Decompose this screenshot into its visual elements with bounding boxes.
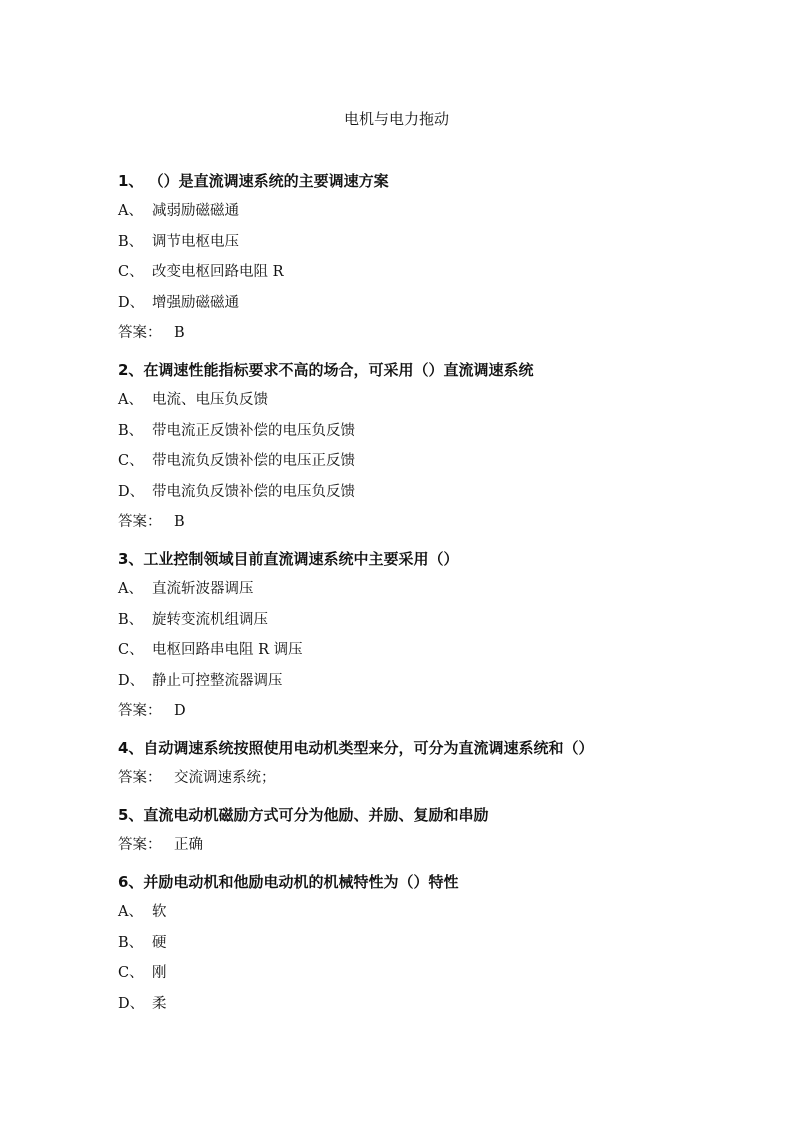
question-spacer <box>118 1019 718 1026</box>
option-letter: C、 <box>118 965 144 981</box>
question-title: 4、自动调速系统按照使用电动机类型来分，可分为直流调速系统和（） <box>118 739 594 757</box>
answer-line <box>118 696 718 727</box>
option-letter: A、 <box>118 904 143 920</box>
answer-option <box>118 928 718 959</box>
answer-option <box>118 446 718 477</box>
option-text: 直流斩波器调压 <box>152 581 254 597</box>
answer-option <box>118 574 718 605</box>
answer-option <box>118 635 718 666</box>
answer-option <box>118 666 718 697</box>
option-text: 电枢回路串电阻 R 调压 <box>152 642 303 658</box>
option-letter: B、 <box>118 422 144 439</box>
question-block <box>118 800 718 867</box>
answer-label: 答案： <box>118 837 162 853</box>
option-text: 柔 <box>152 995 167 1012</box>
question-title: 3、工业控制领域目前直流调速系统中主要采用（） <box>118 550 459 568</box>
option-letter: A、 <box>118 392 143 408</box>
answer-option <box>118 257 718 288</box>
option-letter: C、 <box>118 264 144 280</box>
option-letter: B、 <box>118 233 144 250</box>
option-text: 带电流正反馈补偿的电压负反馈 <box>152 422 355 439</box>
question-block <box>118 166 718 355</box>
answer-value: D <box>174 703 186 719</box>
question-title: 6、并励电动机和他励电动机的机械特性为（）特性 <box>118 873 459 891</box>
option-letter: D、 <box>118 672 145 689</box>
answer-value: 正确 <box>174 837 203 853</box>
answer-value: B <box>174 514 185 530</box>
answer-option <box>118 897 718 928</box>
option-letter: D、 <box>118 483 145 500</box>
option-text: 带电流负反馈补偿的电压正反馈 <box>152 453 355 469</box>
question-title: 2、在调速性能指标要求不高的场合，可采用（）直流调速系统 <box>118 361 534 379</box>
answer-label: 答案： <box>118 514 162 530</box>
answer-option <box>118 477 718 508</box>
option-letter: C、 <box>118 642 144 658</box>
answer-option <box>118 227 718 258</box>
question-title: 5、直流电动机磁励方式可分为他励、并励、复励和串励 <box>118 806 489 824</box>
answer-option <box>118 989 718 1020</box>
option-text: 电流、电压负反馈 <box>152 392 268 408</box>
answer-line <box>118 507 718 538</box>
option-text: 旋转变流机组调压 <box>152 611 268 628</box>
option-text: 硬 <box>152 934 167 951</box>
answer-label: 答案： <box>118 770 162 786</box>
option-text: 刚 <box>152 965 167 981</box>
option-text: 静止可控整流器调压 <box>152 672 283 689</box>
option-letter: A、 <box>118 581 143 597</box>
option-text: 增强励磁磁通 <box>152 294 239 311</box>
option-text: 改变电枢回路电阻 R <box>152 264 284 280</box>
question-block <box>118 867 718 1026</box>
option-letter: D、 <box>118 995 145 1012</box>
question-block <box>118 733 718 800</box>
option-text: 减弱励磁磁通 <box>152 203 239 219</box>
option-letter: B、 <box>118 611 144 628</box>
option-letter: C、 <box>118 453 144 469</box>
answer-option <box>118 958 718 989</box>
document-title: 电机与电力拖动 <box>343 110 449 128</box>
answer-line <box>118 830 718 861</box>
option-text: 调节电枢电压 <box>152 233 239 250</box>
answer-value: B <box>174 325 185 341</box>
option-letter: A、 <box>118 203 143 219</box>
answer-option <box>118 605 718 636</box>
question-list <box>118 166 718 1026</box>
answer-option <box>118 416 718 447</box>
answer-label: 答案： <box>118 703 162 719</box>
question-block <box>118 355 718 544</box>
answer-option <box>118 385 718 416</box>
question-block <box>118 544 718 733</box>
option-text: 带电流负反馈补偿的电压负反馈 <box>152 483 355 500</box>
answer-line <box>118 763 718 794</box>
option-letter: D、 <box>118 294 145 311</box>
option-letter: B、 <box>118 934 144 951</box>
answer-option <box>118 196 718 227</box>
answer-label: 答案： <box>118 325 162 341</box>
option-text: 软 <box>152 904 167 920</box>
question-title: 1、 （）是直流调速系统的主要调速方案 <box>118 172 389 190</box>
answer-line <box>118 318 718 349</box>
answer-option <box>118 288 718 319</box>
answer-value: 交流调速系统； <box>174 770 276 786</box>
